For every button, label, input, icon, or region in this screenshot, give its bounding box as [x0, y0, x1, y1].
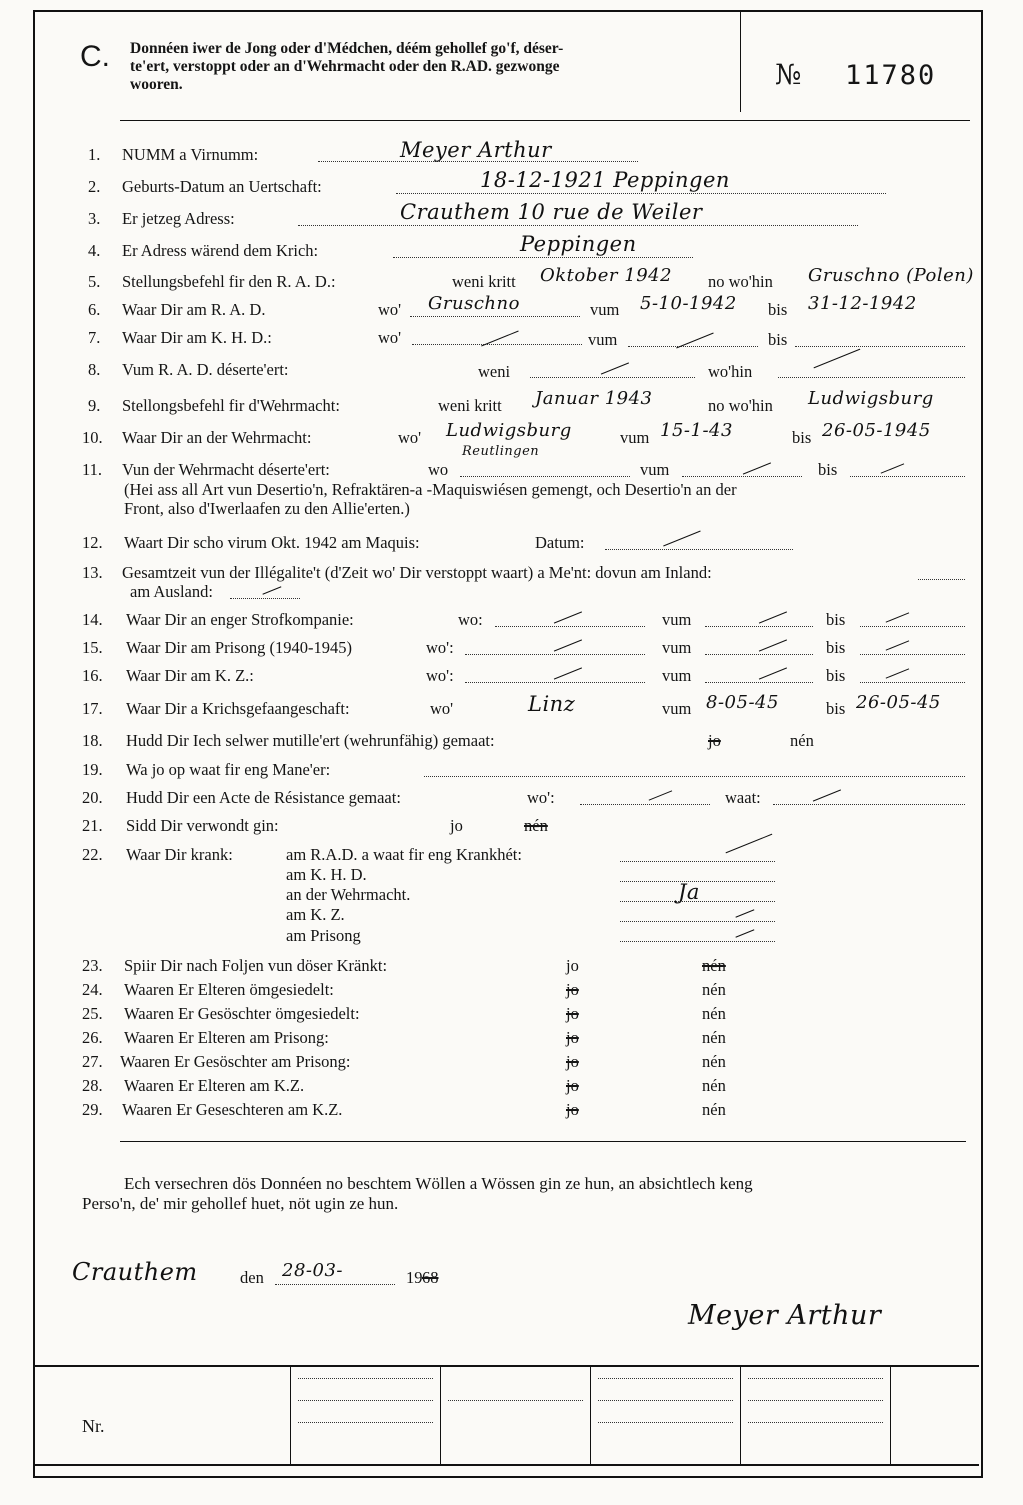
q14-number: 14. — [82, 610, 103, 629]
q4-line — [393, 257, 693, 258]
q27-number: 27. — [82, 1052, 103, 1071]
q22-sub1: am R.A.D. a waat fir eng Krankhét: — [286, 845, 522, 864]
q25-jo: jo — [566, 1004, 579, 1023]
q17-vum-answer: 8-05-45 — [706, 692, 779, 713]
footer-cell-line — [598, 1422, 733, 1423]
q24-number: 24. — [82, 980, 103, 999]
signature-year-prefix: 19 — [406, 1268, 423, 1287]
q22-sub5-line — [620, 941, 775, 942]
q16-number: 16. — [82, 666, 103, 685]
q10-bis-label: bis — [792, 428, 812, 447]
q13-label: Gesamtzeit vun der Illégalite't (d'Zeit wo' Dir verstoppt waart) a Me'nt: dovun am Inland: — [122, 563, 712, 582]
q21-number: 21. — [82, 816, 103, 835]
header-title-line1: Donnéen iwer de Jong oder d'Médchen, déém gehollef go'f, déser- — [130, 40, 564, 57]
footer-cell-line — [598, 1400, 733, 1401]
q8-label: Vum R. A. D. déserte'ert: — [122, 360, 289, 379]
q16-wo-line — [465, 682, 645, 683]
q17-number: 17. — [82, 699, 103, 718]
q11-note1: (Hei ass all Art vun Desertio'n, Refraktären-a -Maquiswiésen gemengt, och Desertio'n an der — [124, 480, 737, 499]
q10-vum-answer: 15-1-43 — [660, 420, 733, 441]
footer-col-2 — [440, 1365, 441, 1464]
q3-label: Er jetzeg Adress: — [122, 209, 235, 228]
q28-nen: nén — [702, 1076, 726, 1095]
header-title-line3: wooren. — [130, 76, 183, 93]
q14-label: Waar Dir an enger Strofkompanie: — [126, 610, 354, 629]
q24-jo: jo — [566, 980, 579, 999]
q25-nen: nén — [702, 1004, 726, 1023]
q25-number: 25. — [82, 1004, 103, 1023]
q14-wo-line — [495, 626, 645, 627]
q5-weni-label: weni kritt — [452, 272, 516, 291]
signature-date: 28-03- — [282, 1260, 343, 1281]
q16-vum-line — [705, 682, 813, 683]
q13-number: 13. — [82, 563, 103, 582]
q14-vum-line — [705, 626, 813, 627]
q6-wo-line — [410, 316, 580, 317]
q11-bis-line — [850, 476, 965, 477]
q14-bis-line — [860, 626, 965, 627]
footer-col-4 — [740, 1365, 741, 1464]
q3-line — [298, 225, 858, 226]
q16-label: Waar Dir am K. Z.: — [126, 666, 254, 685]
q20-waat-label: waat: — [725, 788, 761, 807]
q10-vum-label: vum — [620, 428, 650, 447]
signature-year-printed: 68 — [422, 1268, 439, 1287]
q8-wohin-line — [778, 377, 965, 378]
q22-sub5: am Prisong — [286, 926, 361, 945]
q29-number: 29. — [82, 1100, 103, 1119]
q19-line — [424, 776, 965, 777]
q21-nen: nén — [524, 816, 548, 835]
q8-weni-label: weni — [478, 362, 511, 381]
q20-wo-line — [580, 804, 710, 805]
q17-vum-label: vum — [662, 699, 692, 718]
q20-label: Hudd Dir een Acte de Résistance gemaat: — [126, 788, 401, 807]
q6-wo-answer: Gruschno — [428, 293, 520, 314]
q15-vum-label: vum — [662, 638, 692, 657]
q10-bis-answer: 26-05-1945 — [822, 420, 931, 441]
q6-vum-label: vum — [590, 300, 620, 319]
q10-number: 10. — [82, 428, 103, 447]
q6-wo-label: wo' — [378, 300, 402, 319]
footer-cell-line — [748, 1400, 883, 1401]
footer-cell-line — [448, 1400, 583, 1401]
q15-wo-label: wo': — [426, 638, 454, 657]
section-rule — [120, 1141, 966, 1142]
q2-label: Geburts-Datum an Uertschaft: — [122, 177, 322, 196]
q17-wo-label: wo' — [430, 699, 454, 718]
q11-vum-line — [682, 476, 802, 477]
header-title-line2: te'ert, verstoppt oder an d'Wehrmacht oder den R.AD. gezwonge — [130, 58, 560, 75]
q17-bis-answer: 26-05-45 — [856, 692, 941, 713]
q23-number: 23. — [82, 956, 103, 975]
q23-jo: jo — [566, 956, 579, 975]
q18-label: Hudd Dir Iech selwer mutille'ert (wehrunfähig) gemaat: — [126, 731, 495, 750]
q24-label: Waaren Er Elteren ömgesiedelt: — [124, 980, 334, 999]
q4-number: 4. — [88, 241, 101, 260]
q26-number: 26. — [82, 1028, 103, 1047]
q7-label: Waar Dir am K. H. D.: — [122, 328, 272, 347]
declaration-line2: Perso'n, de' mir gehollef huet, nöt ugin ze hun. — [82, 1194, 399, 1213]
q15-wo-line — [465, 654, 645, 655]
q12-number: 12. — [82, 533, 103, 552]
q15-number: 15. — [82, 638, 103, 657]
q4-answer: Peppingen — [520, 232, 637, 256]
form-number: 11780 — [845, 60, 937, 91]
footer-cell-line — [748, 1422, 883, 1423]
q21-jo: jo — [450, 816, 463, 835]
q8-number: 8. — [88, 360, 101, 379]
q11-number: 11. — [82, 460, 103, 479]
q1-label: NUMM a Virnumm: — [122, 145, 259, 164]
q3-answer: Crauthem 10 rue de Weiler — [400, 200, 703, 224]
q9-number: 9. — [88, 396, 101, 415]
q26-nen: nén — [702, 1028, 726, 1047]
q6-bis-answer: 31-12-1942 — [808, 293, 917, 314]
q21-label: Sidd Dir verwondt gin: — [126, 816, 279, 835]
signature-den: den — [240, 1268, 264, 1287]
q5-wohin-label: no wo'hin — [708, 272, 773, 291]
q2-number: 2. — [88, 177, 101, 196]
q5-weni-answer: Oktober 1942 — [540, 265, 673, 286]
q7-wo-label: wo' — [378, 328, 402, 347]
q11-note2: Front, also d'Iwerlaafen zu den Allie'erten.) — [124, 499, 410, 518]
header-divider — [740, 12, 741, 112]
q26-label: Waaren Er Elteren am Prisong: — [124, 1028, 329, 1047]
q9-wohin-label: no wo'hin — [708, 396, 773, 415]
q9-wohin-answer: Ludwigsburg — [808, 388, 934, 409]
number-sign: № — [775, 58, 802, 91]
q14-wo-label: wo: — [458, 610, 483, 629]
q15-bis-line — [860, 654, 965, 655]
footer-col-3 — [590, 1365, 591, 1464]
q11-bis-label: bis — [818, 460, 838, 479]
q7-bis-label: bis — [768, 330, 788, 349]
footer-top-rule — [35, 1365, 979, 1367]
q13-ausland-label: am Ausland: — [130, 582, 213, 601]
q18-number: 18. — [82, 731, 103, 750]
q19-label: Wa jo op waat fir eng Mane'er: — [126, 760, 331, 779]
footer-bottom-rule — [35, 1464, 979, 1466]
q6-vum-answer: 5-10-1942 — [640, 293, 737, 314]
q24-nen: nén — [702, 980, 726, 999]
q11-wo-label: wo — [428, 460, 449, 479]
q15-bis-label: bis — [826, 638, 846, 657]
footer-col-5 — [890, 1365, 891, 1464]
footer-cell-line — [598, 1378, 733, 1379]
q6-bis-label: bis — [768, 300, 788, 319]
q19-number: 19. — [82, 760, 103, 779]
q2-answer: 18-12-1921 Peppingen — [480, 168, 730, 192]
header-title — [130, 40, 563, 94]
q22-number: 22. — [82, 845, 103, 864]
q8-weni-line — [530, 377, 695, 378]
q2-line — [396, 193, 886, 194]
q10-wo-answer: Ludwigsburg — [446, 420, 572, 441]
declaration-line1: Ech versechren dös Donnéen no beschtem Wöllen a Wössen gin ze hun, an absichtlech keng — [124, 1174, 753, 1193]
q23-nen: nén — [702, 956, 726, 975]
q23-label: Spiir Dir nach Foljen vun döser Kränkt: — [124, 956, 388, 975]
q22-sub2: am K. H. D. — [286, 865, 367, 884]
q28-number: 28. — [82, 1076, 103, 1095]
header-rule — [120, 120, 970, 121]
q22-sub3-answer: Ja — [678, 880, 700, 904]
q27-nen: nén — [702, 1052, 726, 1071]
q11-wo-line — [460, 476, 630, 477]
q29-label: Waaren Er Geseschteren am K.Z. — [122, 1100, 343, 1119]
q22-sub4-line — [620, 921, 775, 922]
q7-wo-line — [412, 344, 582, 345]
q27-jo: jo — [566, 1052, 579, 1071]
q6-number: 6. — [88, 300, 101, 319]
q4-label: Er Adress wärend dem Krich: — [122, 241, 319, 260]
q22-sub4: am K. Z. — [286, 905, 345, 924]
q29-nen: nén — [702, 1100, 726, 1119]
q12-datum-line — [605, 549, 793, 550]
q20-number: 20. — [82, 788, 103, 807]
q27-label: Waaren Er Gesöschter am Prisong: — [120, 1052, 351, 1071]
q10-label: Waar Dir an der Wehrmacht: — [122, 428, 312, 447]
q17-wo-answer: Linz — [528, 692, 576, 716]
q7-vum-line — [628, 346, 758, 347]
q9-weni-answer: Januar 1943 — [535, 388, 653, 409]
q14-vum-label: vum — [662, 610, 692, 629]
q25-label: Waaren Er Gesöschter ömgesiedelt: — [124, 1004, 360, 1023]
q14-bis-label: bis — [826, 610, 846, 629]
q16-vum-label: vum — [662, 666, 692, 685]
q7-vum-label: vum — [588, 330, 618, 349]
q5-wohin-answer: Gruschno (Polen) — [808, 265, 974, 286]
footer-cell-line — [748, 1378, 883, 1379]
q20-waat-line — [773, 804, 965, 805]
section-letter: C. — [80, 40, 110, 73]
q18-nen: nén — [790, 731, 814, 750]
q11-vum-label: vum — [640, 460, 670, 479]
q8-wohin-label: wo'hin — [708, 362, 753, 381]
footer-cell-line — [298, 1378, 433, 1379]
footer-cell-line — [298, 1422, 433, 1423]
q5-label: Stellungsbefehl fir den R. A. D.: — [122, 272, 336, 291]
q1-number: 1. — [88, 145, 101, 164]
q22-sub1-line — [620, 861, 775, 862]
q11-label: Vun der Wehrmacht déserte'ert: — [122, 460, 330, 479]
q5-number: 5. — [88, 272, 101, 291]
q16-bis-line — [860, 682, 965, 683]
q7-bis-line — [795, 346, 965, 347]
q15-label: Waar Dir am Prisong (1940-1945) — [126, 638, 352, 657]
q12-datum-label: Datum: — [535, 533, 585, 552]
q10-wo-label: wo' — [398, 428, 422, 447]
signature-date-line — [275, 1284, 395, 1285]
footer-col-1 — [290, 1365, 291, 1464]
signature-place: Crauthem — [72, 1258, 198, 1286]
signature: Meyer Arthur — [688, 1300, 882, 1331]
q22-sub3: an der Wehrmacht. — [286, 885, 411, 904]
q3-number: 3. — [88, 209, 101, 228]
footer-cell-line — [298, 1400, 433, 1401]
q6-label: Waar Dir am R. A. D. — [122, 300, 266, 319]
q28-jo: jo — [566, 1076, 579, 1095]
q12-label: Waart Dir scho virum Okt. 1942 am Maquis: — [124, 533, 420, 552]
q26-jo: jo — [566, 1028, 579, 1047]
q9-weni-label: weni kritt — [438, 396, 502, 415]
footer-nr-label: Nr. — [82, 1416, 105, 1436]
q1-answer: Meyer Arthur — [400, 138, 552, 162]
q20-wo-label: wo': — [527, 788, 555, 807]
q9-label: Stellongsbefehl fir d'Wehrmacht: — [122, 396, 340, 415]
q10-wo-answer2: Reutlingen — [462, 444, 540, 459]
q29-jo: jo — [566, 1100, 579, 1119]
q28-label: Waaren Er Elteren am K.Z. — [124, 1076, 305, 1095]
q17-bis-label: bis — [826, 699, 846, 718]
q18-jo: jo — [708, 731, 721, 750]
q13-ausland-line — [230, 598, 300, 599]
q22-label: Waar Dir krank: — [126, 845, 233, 864]
q16-bis-label: bis — [826, 666, 846, 685]
q16-wo-label: wo': — [426, 666, 454, 685]
q17-label: Waar Dir a Krichsgefaangeschaft: — [126, 699, 350, 718]
q13-inland-line — [918, 579, 965, 580]
q7-number: 7. — [88, 328, 101, 347]
q15-vum-line — [705, 654, 813, 655]
